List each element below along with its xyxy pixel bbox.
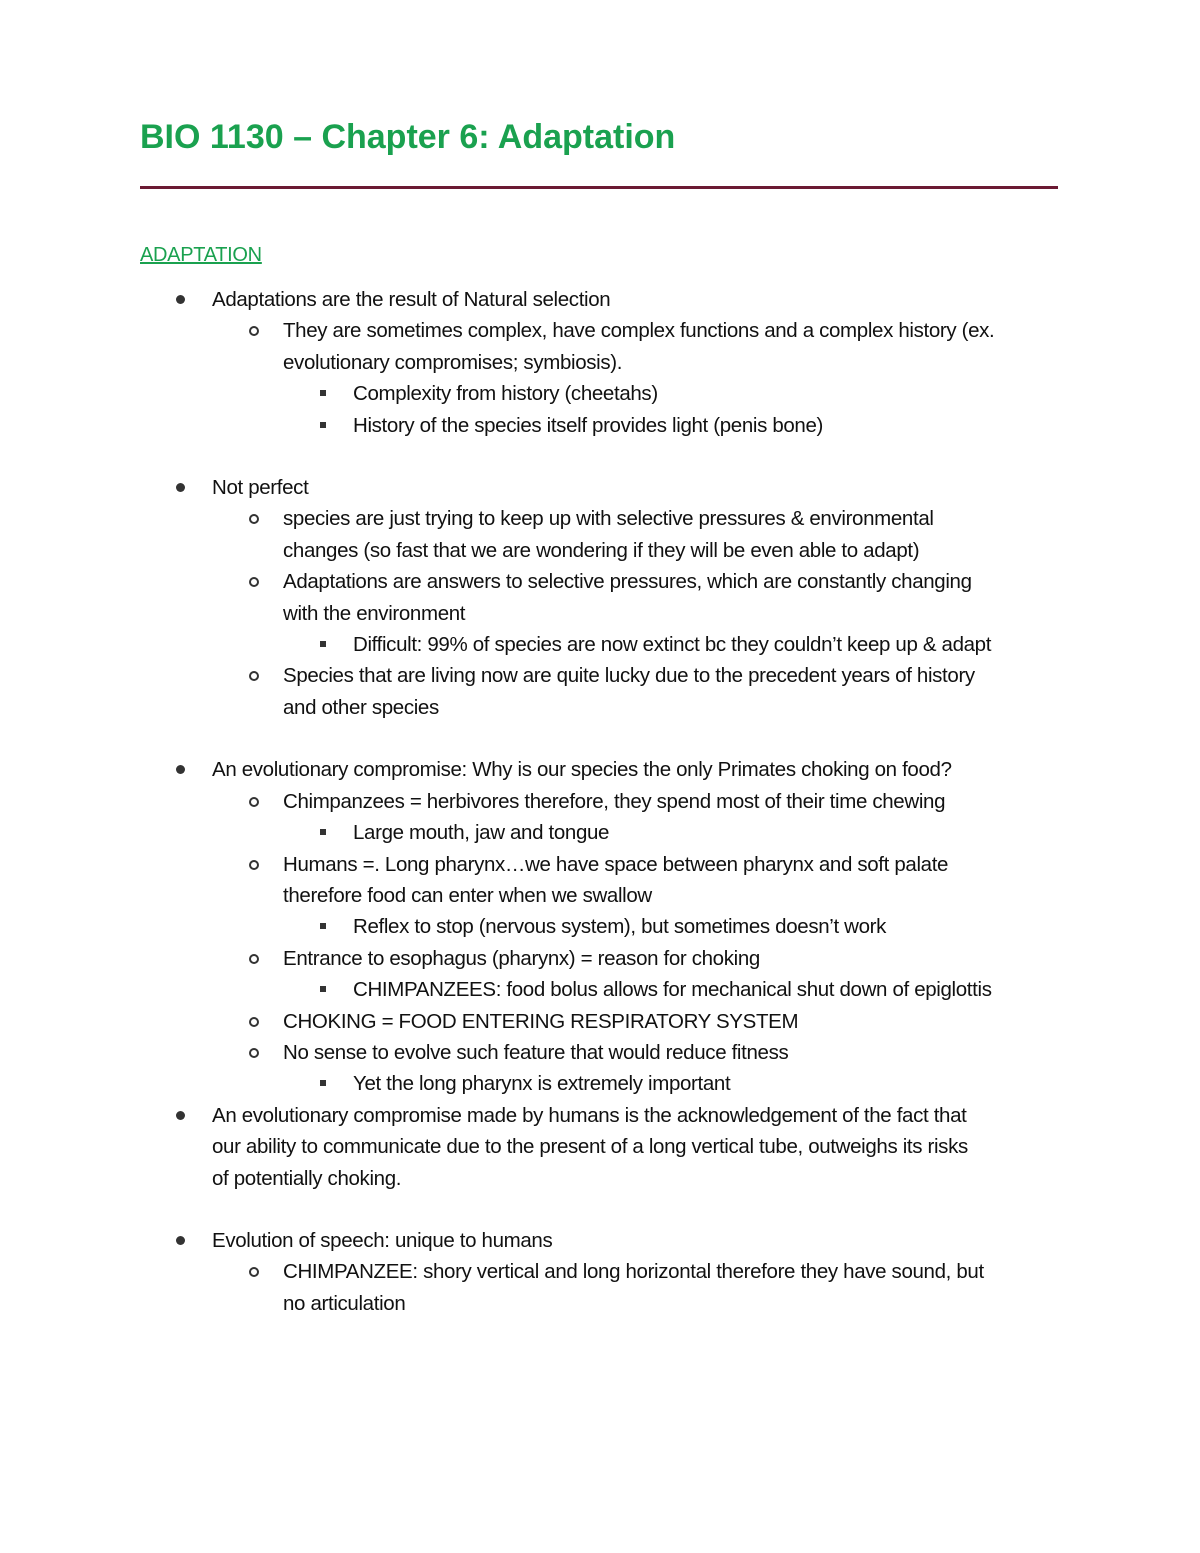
list-item bbox=[0, 1288, 1200, 1319]
list-item-text: An evolutionary compromise made by humans is the acknowledgement of the fact that bbox=[212, 1103, 967, 1127]
bullet-square-icon bbox=[320, 422, 326, 428]
bullet-circle-icon bbox=[249, 1267, 259, 1277]
bullet-circle-icon bbox=[249, 326, 259, 336]
bullet-disc-icon bbox=[176, 1111, 185, 1120]
list-item-text: Adaptations are answers to selective pressures, which are constantly changing bbox=[283, 570, 972, 594]
list-item bbox=[0, 1131, 1200, 1162]
list-item bbox=[0, 284, 1200, 315]
bullet-square-icon bbox=[320, 641, 326, 647]
list-item bbox=[0, 535, 1200, 566]
list-item bbox=[0, 943, 1200, 974]
list-item bbox=[0, 849, 1200, 880]
bullet-circle-icon bbox=[249, 577, 259, 587]
list-item-text: They are sometimes complex, have complex functions and a complex history (ex. bbox=[283, 319, 995, 343]
list-item-text: Entrance to esophagus (pharynx) = reason for choking bbox=[283, 946, 760, 970]
title-divider bbox=[140, 186, 1058, 189]
list-item bbox=[0, 503, 1200, 534]
list-item-text: with the environment bbox=[283, 601, 466, 625]
list-item bbox=[0, 410, 1200, 441]
list-item bbox=[0, 692, 1200, 723]
bullet-circle-icon bbox=[249, 954, 259, 964]
list-item bbox=[0, 817, 1200, 848]
list-item bbox=[0, 1256, 1200, 1287]
page-title: BIO 1130 – Chapter 6: Adaptation bbox=[140, 118, 676, 156]
bullet-circle-icon bbox=[249, 860, 259, 870]
list-item bbox=[0, 347, 1200, 378]
list-item bbox=[0, 629, 1200, 660]
list-item-text: Chimpanzees = herbivores therefore, they spend most of their time chewing bbox=[283, 789, 946, 813]
list-item bbox=[0, 472, 1200, 503]
bullet-circle-icon bbox=[249, 1048, 259, 1058]
list-item-text: CHIMPANZEE: shory vertical and long horizontal therefore they have sound, but bbox=[283, 1260, 984, 1284]
blank-line bbox=[0, 723, 1200, 754]
list-item-text: History of the species itself provides light (penis bone) bbox=[353, 413, 824, 437]
list-item-text: and other species bbox=[283, 695, 439, 719]
list-item bbox=[0, 1037, 1200, 1068]
notes-list bbox=[0, 284, 1200, 1319]
blank-line bbox=[0, 441, 1200, 472]
bullet-square-icon bbox=[320, 829, 326, 835]
list-item-text: our ability to communicate due to the present of a long vertical tube, outweighs its risks bbox=[212, 1135, 968, 1159]
bullet-circle-icon bbox=[249, 671, 259, 681]
bullet-square-icon bbox=[320, 1080, 326, 1086]
list-item-text: Species that are living now are quite lucky due to the precedent years of history bbox=[283, 664, 975, 688]
list-item bbox=[0, 1163, 1200, 1194]
bullet-circle-icon bbox=[249, 797, 259, 807]
bullet-square-icon bbox=[320, 986, 326, 992]
list-item-text: Adaptations are the result of Natural selection bbox=[212, 288, 611, 311]
list-item bbox=[0, 974, 1200, 1005]
list-item-text: species are just trying to keep up with selective pressures & environmental bbox=[283, 507, 934, 531]
section-heading: ADAPTATION bbox=[140, 244, 262, 266]
list-item bbox=[0, 1068, 1200, 1099]
bullet-square-icon bbox=[320, 923, 326, 929]
list-item-text: therefore food can enter when we swallow bbox=[283, 883, 652, 907]
blank-line bbox=[0, 1194, 1200, 1225]
list-item-text: CHIMPANZEES: food bolus allows for mechanical shut down of epiglottis bbox=[353, 978, 992, 1002]
list-item-text: An evolutionary compromise: Why is our species the only Primates choking on food? bbox=[212, 758, 952, 782]
list-item-text: Humans =. Long pharynx…we have space between pharynx and soft palate bbox=[283, 852, 949, 876]
bullet-disc-icon bbox=[176, 1236, 185, 1245]
list-item-text: CHOKING = FOOD ENTERING RESPIRATORY SYSTEM bbox=[283, 1009, 799, 1033]
list-item-text: No sense to evolve such feature that would reduce fitness bbox=[283, 1040, 789, 1064]
list-item-text: Yet the long pharynx is extremely important bbox=[353, 1072, 731, 1096]
bullet-disc-icon bbox=[176, 765, 185, 774]
list-item-text: no articulation bbox=[283, 1291, 406, 1315]
list-item bbox=[0, 660, 1200, 691]
list-item-text: evolutionary compromises; symbiosis). bbox=[283, 350, 623, 374]
bullet-disc-icon bbox=[176, 483, 185, 492]
list-item-text: Complexity from history (cheetahs) bbox=[353, 382, 658, 406]
list-item-text: Not perfect bbox=[212, 476, 309, 500]
list-item bbox=[0, 1225, 1200, 1256]
list-item bbox=[0, 566, 1200, 597]
list-item bbox=[0, 1100, 1200, 1131]
list-item-text: Large mouth, jaw and tongue bbox=[353, 821, 610, 845]
list-item bbox=[0, 754, 1200, 785]
list-item bbox=[0, 315, 1200, 346]
list-item bbox=[0, 880, 1200, 911]
list-item bbox=[0, 1006, 1200, 1037]
list-item-text: Reflex to stop (nervous system), but sometimes doesn’t work bbox=[353, 915, 887, 939]
list-item bbox=[0, 598, 1200, 629]
list-item bbox=[0, 378, 1200, 409]
list-item-text: of potentially choking. bbox=[212, 1166, 402, 1190]
bullet-circle-icon bbox=[249, 1017, 259, 1027]
list-item bbox=[0, 786, 1200, 817]
list-item-text: Difficult: 99% of species are now extinct bc they couldn’t keep up & adapt bbox=[353, 633, 992, 657]
bullet-disc-icon bbox=[176, 295, 185, 304]
bullet-circle-icon bbox=[249, 514, 259, 524]
list-item-text: changes (so fast that we are wondering if they will be even able to adapt) bbox=[283, 538, 920, 562]
list-item-text: Evolution of speech: unique to humans bbox=[212, 1228, 553, 1252]
bullet-square-icon bbox=[320, 390, 326, 396]
list-item bbox=[0, 911, 1200, 942]
